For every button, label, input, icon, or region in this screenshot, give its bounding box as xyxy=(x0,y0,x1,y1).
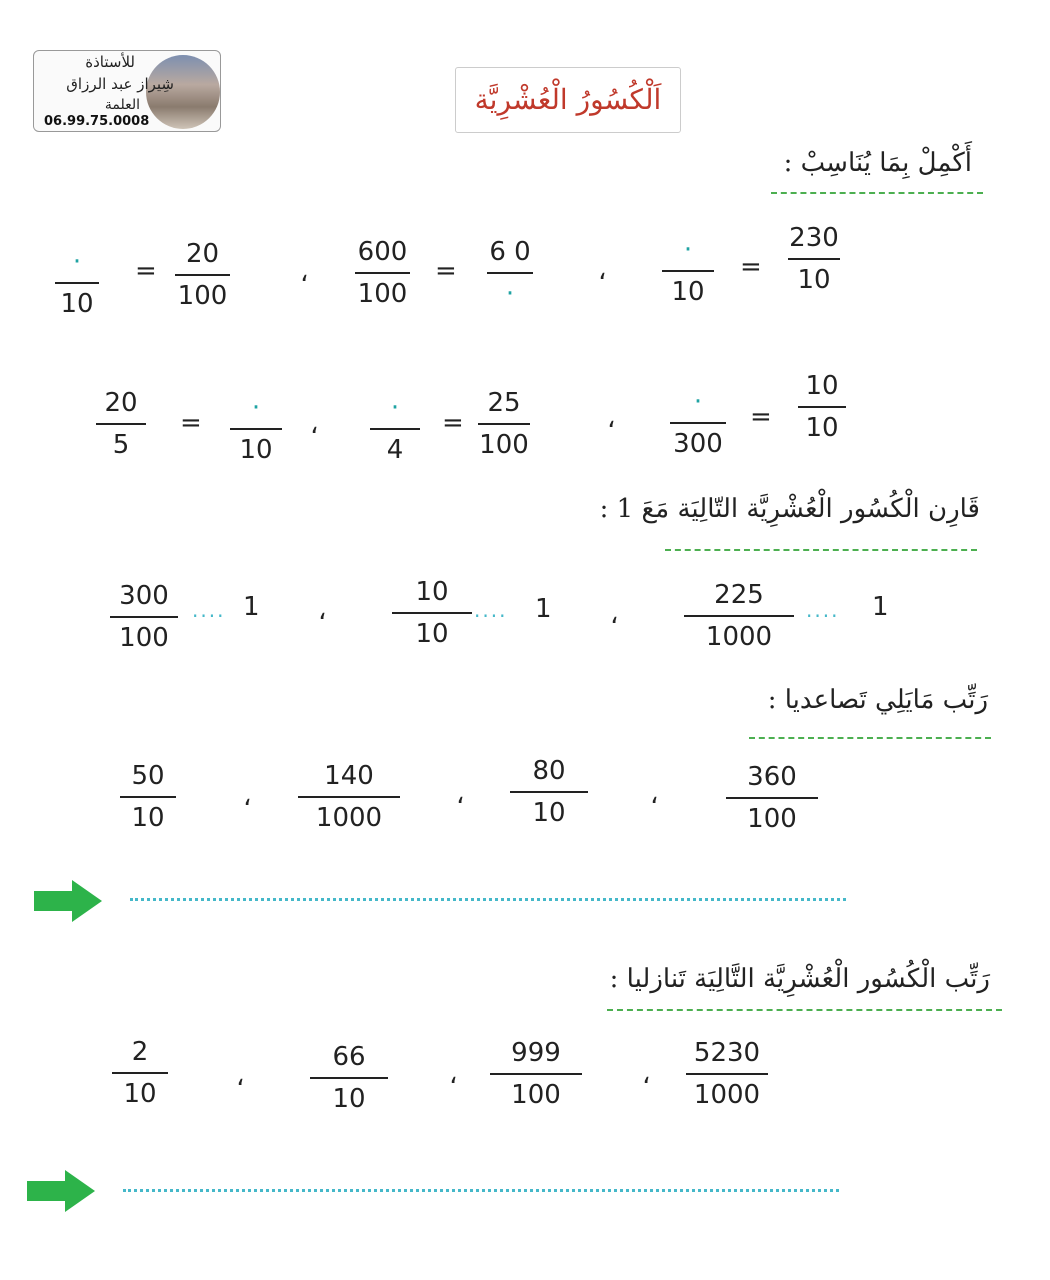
teacher-label: للأستاذة xyxy=(85,53,135,71)
comma: ، xyxy=(318,596,327,626)
section3-underline xyxy=(749,737,991,739)
comma: ، xyxy=(650,780,659,810)
fraction: 50 10 xyxy=(120,760,176,834)
equals-sign: = xyxy=(180,408,202,438)
fraction: 300 100 xyxy=(110,580,178,654)
fraction: 230 10 xyxy=(789,223,839,295)
section2-heading: قَارِن الْكُسُور الْعُشْرِيَّة التّالِيَة مَعَ 1 : xyxy=(599,494,980,524)
answer-line xyxy=(123,1189,839,1192)
fraction: 25 100 xyxy=(479,388,529,460)
answer-dots: .... xyxy=(474,598,508,622)
teacher-name: شِيراز عبد الرزاق xyxy=(66,75,174,93)
page-title-box xyxy=(455,67,681,133)
comma: ، xyxy=(300,258,309,288)
fraction: 999 100 xyxy=(490,1037,582,1111)
comma: ، xyxy=(607,404,616,434)
section3-heading: رَتِّب مَايَلِي تَصاعديا : xyxy=(767,685,988,715)
comma: ، xyxy=(610,600,619,630)
section4-heading: رَتِّب الْكُسُور الْعُشْرِيَّة التَّالِيَة تَنازليا : xyxy=(609,964,990,994)
comma: ، xyxy=(310,410,319,440)
one: 1 xyxy=(243,592,260,622)
fraction: 10 10 xyxy=(392,576,472,650)
comma: ، xyxy=(243,782,252,812)
one: 1 xyxy=(535,594,552,624)
fraction: 20 100 xyxy=(175,238,230,312)
page-title: اَلْكُسُورُ الْعُشْرِيَّة xyxy=(474,83,662,116)
equals-sign: = xyxy=(740,252,762,282)
fraction: · 4 xyxy=(370,392,420,466)
fraction: 140 1000 xyxy=(298,760,400,834)
fraction: 20 5 xyxy=(96,387,146,461)
section4-underline xyxy=(607,1009,1002,1011)
fraction: 66 10 xyxy=(310,1041,388,1115)
answer-dots: .... xyxy=(192,598,226,622)
arrow-right-icon xyxy=(27,1170,95,1212)
answer-line xyxy=(130,898,846,901)
comma: ، xyxy=(598,256,607,286)
fraction: · 10 xyxy=(662,234,714,308)
comma: ، xyxy=(642,1060,651,1090)
teacher-city: العلمة xyxy=(104,97,140,113)
teacher-phone: 06.99.75.0008 xyxy=(44,114,150,129)
arrow-right-icon xyxy=(34,880,102,922)
equals-sign: = xyxy=(750,402,772,432)
section1-underline xyxy=(771,192,983,194)
equals-sign: = xyxy=(442,408,464,438)
fraction: 80 10 xyxy=(510,755,588,829)
fraction: 600 100 xyxy=(355,236,410,310)
one: 1 xyxy=(872,592,889,622)
fraction: · 10 xyxy=(230,392,282,466)
equals-sign: = xyxy=(135,256,157,286)
fraction: 10 10 xyxy=(798,370,846,444)
fraction: 2 10 xyxy=(112,1036,168,1110)
equals-sign: = xyxy=(435,256,457,286)
section2-underline xyxy=(665,549,977,551)
teacher-badge xyxy=(33,50,221,132)
section1-heading: أَكْمِلْ بِمَا يُنَاسِبْ : xyxy=(783,148,972,178)
fraction: 360 100 xyxy=(726,761,818,835)
comma: ، xyxy=(236,1062,245,1092)
comma: ، xyxy=(449,1060,458,1090)
fraction: · 10 xyxy=(55,246,99,320)
comma: ، xyxy=(456,780,465,810)
answer-dots: .... xyxy=(806,598,840,622)
fraction: 5230 1000 xyxy=(686,1037,768,1111)
fraction: 6 0 · xyxy=(487,236,533,310)
fraction: 225 1000 xyxy=(684,579,794,653)
fraction: · 300 xyxy=(670,386,726,460)
